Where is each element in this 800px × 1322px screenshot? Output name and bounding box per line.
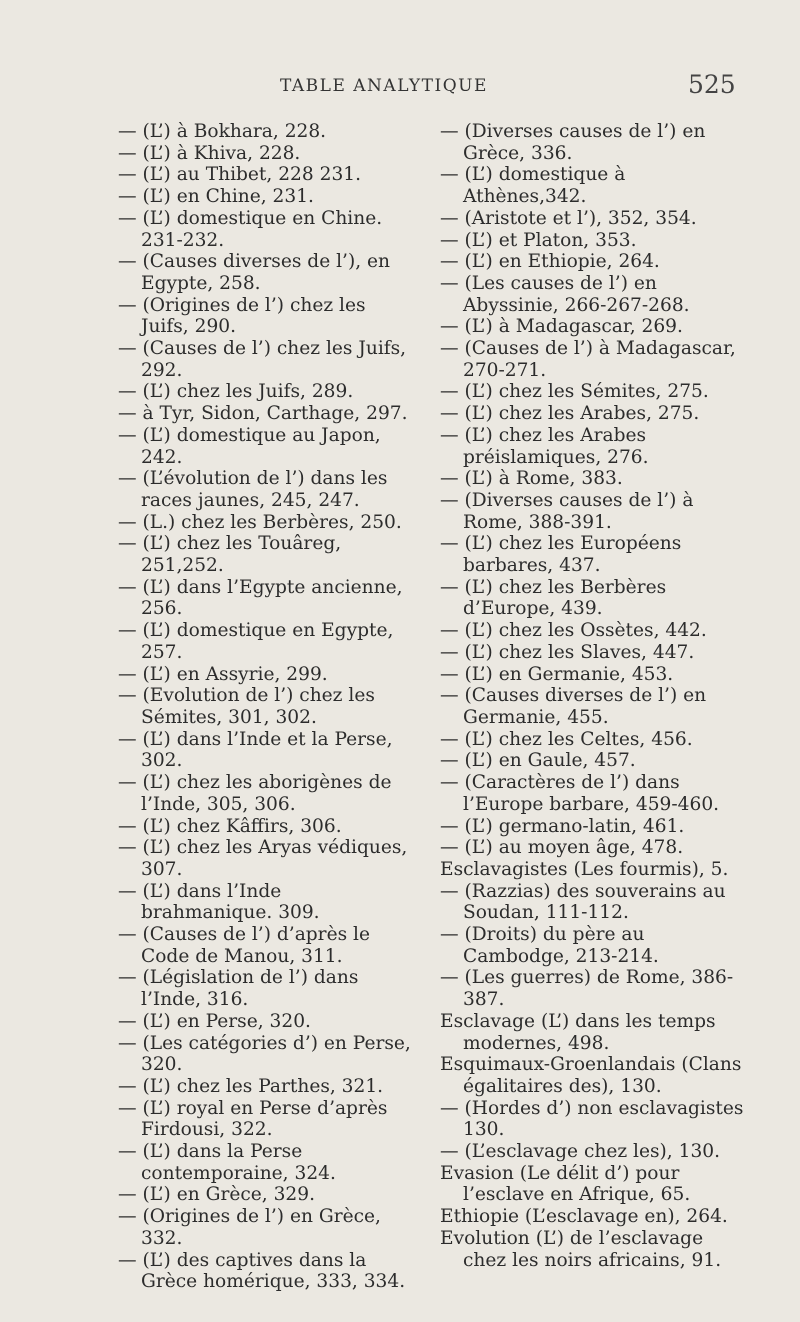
index-entry: — (L’) en Chine, 231. bbox=[118, 186, 314, 208]
index-entry: — (L’) et Platon, 353. bbox=[440, 229, 637, 251]
index-entry: — (L’) chez les Aryas védiques, 307. bbox=[118, 837, 408, 880]
index-entry: — (L’) des captives dans la Grèce homérique, 333, 334. bbox=[118, 1249, 406, 1293]
index-entry: Esclavagistes (Les fourmis), 5. bbox=[440, 858, 729, 880]
index-entry: — (L’) à Rome, 383. bbox=[440, 468, 623, 490]
index-entry: — (Origines de l’) en Grèce, 332. bbox=[118, 1206, 381, 1249]
index-entry: — (L’) dans l’Egypte ancienne, 256. bbox=[118, 576, 403, 620]
index-entry: — (L’évolution de l’) dans les races jaunes, 245, 247. bbox=[118, 468, 388, 511]
index-entry: — (Les causes de l’) en Abyssinie, 266-267-268. bbox=[440, 272, 690, 316]
index-entry: — (L’) chez les Berbères d’Europe, 439. bbox=[440, 576, 667, 620]
index-entry: — (L’) à Khiva, 228. bbox=[118, 142, 301, 164]
index-entry: — (Causes de l’) d’après le Code de Manou, 311. bbox=[118, 924, 370, 967]
index-entry: — (L’) chez les Juifs, 289. bbox=[118, 381, 354, 403]
index-entry: — (L’) chez les Slaves, 447. bbox=[440, 641, 695, 663]
index-entry: — (L’) domestique en Chine. 231-232. bbox=[118, 207, 383, 251]
index-entry: — (Origines de l’) chez les Juifs, 290. bbox=[118, 294, 366, 338]
index-entry: Ethiopie (L’esclavage en), 264. bbox=[440, 1206, 728, 1228]
running-header bbox=[0, 70, 800, 106]
index-entry: — (L’) en Germanie, 453. bbox=[440, 663, 674, 685]
index-entry: — (L’) à Madagascar, 269. bbox=[440, 316, 683, 338]
index-entry: — à Tyr, Sidon, Carthage, 297. bbox=[118, 403, 408, 425]
index-entry: Evolution (L’) de l’esclavage chez les noirs africains, 91. bbox=[440, 1227, 722, 1271]
index-entry: Esquimaux-Groenlandais (Clans égalitaires des), 130. bbox=[440, 1054, 742, 1097]
index-entry: — (L’) chez les Parthes, 321. bbox=[118, 1075, 384, 1097]
index-entry: — (L’) chez les Arabes préislamiques, 276. bbox=[440, 424, 649, 468]
header-title: TABLE ANALYTIQUE bbox=[280, 76, 488, 96]
index-entry: — (Causes diverses de l’) en Germanie, 455. bbox=[440, 685, 707, 728]
index-entry: — (Caractères de l’) dans l’Europe barbare, 459-460. bbox=[440, 772, 720, 815]
index-entry: — (L’) chez les Touâreg, 251,252. bbox=[118, 533, 342, 577]
index-entry: — (Hordes d’) non esclavagistes 130. bbox=[440, 1097, 744, 1141]
index-entry: — (L’) chez Kâffirs, 306. bbox=[118, 815, 342, 837]
index-column-right bbox=[440, 121, 748, 1271]
index-entry: — (L’) à Bokhara, 228. bbox=[118, 121, 327, 142]
index-entry: — (L’) dans la Perse contemporaine, 324. bbox=[118, 1141, 336, 1184]
index-entry: — (L’) en Ethiopie, 264. bbox=[440, 251, 660, 273]
index-entry: — (L’) domestique en Egypte, 257. bbox=[118, 620, 394, 663]
index-entry: — (Diverses causes de l’) à Rome, 388-391. bbox=[440, 489, 694, 533]
index-entry: — (L’) au Thibet, 228 231. bbox=[118, 164, 362, 186]
index-entry: — (L’) chez les Européens barbares, 437. bbox=[440, 533, 682, 577]
index-column-left bbox=[118, 121, 418, 1293]
index-entry: — (Causes de l’) à Madagascar, 270-271. bbox=[440, 338, 736, 381]
index-entry: — (Causes de l’) chez les Juifs, 292. bbox=[118, 338, 407, 381]
index-entry: — (Les catégories d’) en Perse, 320. bbox=[118, 1032, 411, 1076]
index-entry: — (Razzias) des souverains au Soudan, 111-112. bbox=[440, 880, 726, 924]
index-entry: — (L’) dans l’Inde et la Perse, 302. bbox=[118, 728, 393, 772]
index-entry: Esclavage (L’) dans les temps modernes, 498. bbox=[440, 1010, 716, 1054]
index-entry: — (L’) chez les Arabes, 275. bbox=[440, 403, 700, 425]
index-entry: — (L’) domestique au Japon, 242. bbox=[118, 424, 381, 468]
index-entry: — (Droits) du père au Cambodge, 213-214. bbox=[440, 924, 659, 967]
index-entry: — (Evolution de l’) chez les Sémites, 301, 302. bbox=[118, 685, 375, 728]
index-entry: — (Aristote et l’), 352, 354. bbox=[440, 207, 697, 229]
index-entry: — (L’) chez les Ossètes, 442. bbox=[440, 620, 707, 642]
index-entry: — (L’) en Gaule, 457. bbox=[440, 750, 636, 772]
page-number: 525 bbox=[688, 70, 736, 99]
index-entry: — (L’) chez les Sémites, 275. bbox=[440, 381, 709, 403]
index-entry: — (L.) chez les Berbères, 250. bbox=[118, 511, 402, 533]
index-entry: — (L’esclavage chez les), 130. bbox=[440, 1141, 721, 1163]
index-entry: — (L’) en Assyrie, 299. bbox=[118, 663, 328, 685]
index-entry: — (L’) en Grèce, 329. bbox=[118, 1184, 315, 1206]
index-entry: — (L’) dans l’Inde brahmanique. 309. bbox=[118, 880, 320, 924]
index-entry: — (L’) en Perse, 320. bbox=[118, 1010, 311, 1032]
index-entry: — (L’) au moyen âge, 478. bbox=[440, 837, 684, 859]
index-entry: — (Causes diverses de l’), en Egypte, 258. bbox=[118, 251, 391, 294]
index-entry: — (Diverses causes de l’) en Grèce, 336. bbox=[440, 121, 706, 164]
index-entry: — (L’) chez les aborigènes de l’Inde, 305, 306. bbox=[118, 772, 392, 815]
index-entry: — (Les guerres) de Rome, 386-387. bbox=[440, 967, 734, 1011]
index-entry: — (L’) domestique à Athènes,342. bbox=[440, 164, 626, 208]
index-entry: — (L’) chez les Celtes, 456. bbox=[440, 728, 693, 750]
index-entry: — (L’) germano-latin, 461. bbox=[440, 815, 685, 837]
index-entry: — (Législation de l’) dans l’Inde, 316. bbox=[118, 967, 359, 1011]
index-entry: — (L’) royal en Perse d’après Firdousi, 322. bbox=[118, 1097, 388, 1141]
index-entry: Evasion (Le délit d’) pour l’esclave en Afrique, 65. bbox=[440, 1162, 691, 1206]
